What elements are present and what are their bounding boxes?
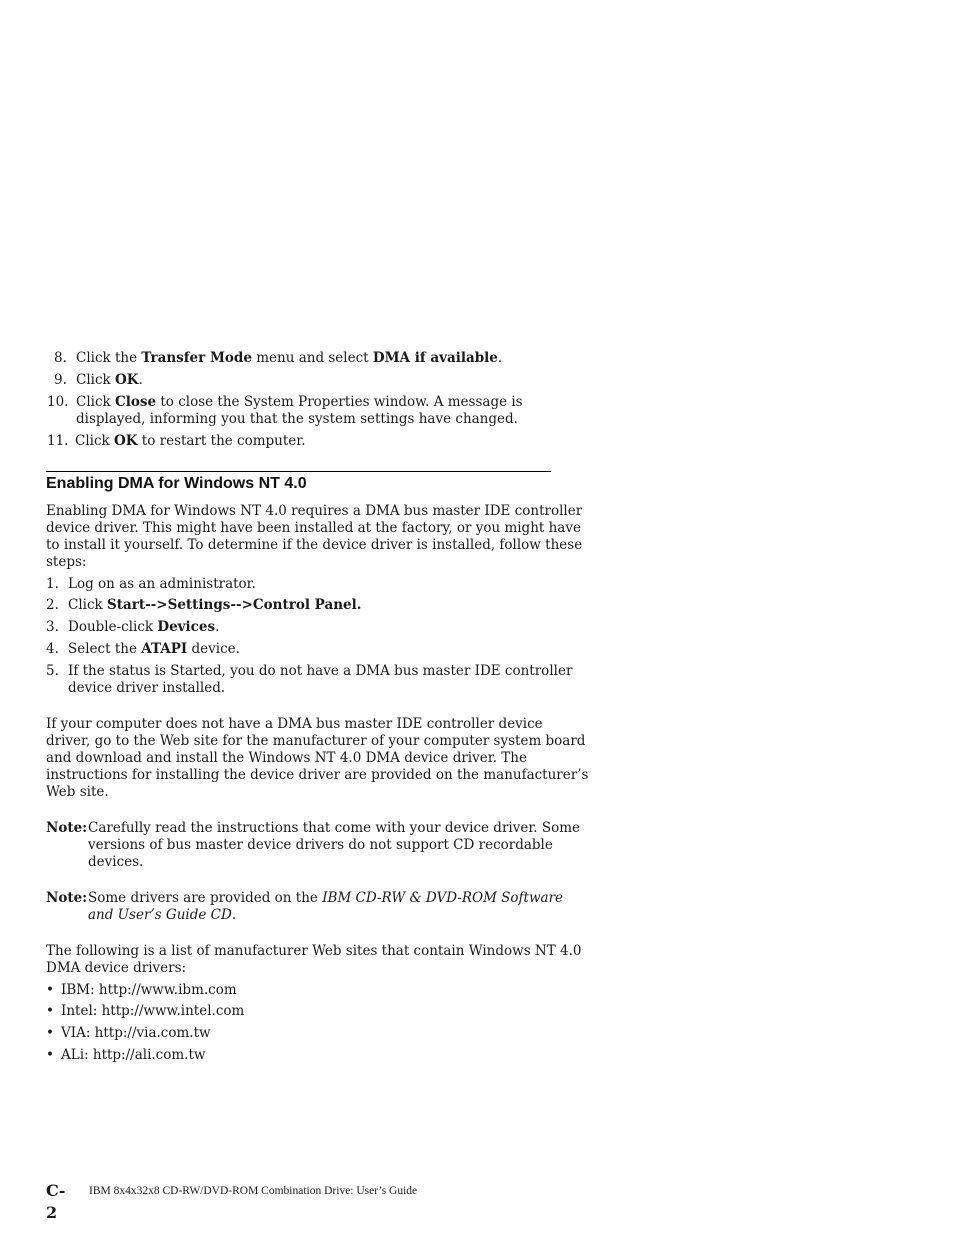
step-8-text bbox=[76, 350, 502, 367]
step-number: 9. bbox=[54, 372, 67, 388]
paragraph-line: and download and install the Windows NT 4.0 DMA device driver. The bbox=[46, 750, 527, 766]
bullet-glyph: • bbox=[46, 1025, 54, 1041]
note-text bbox=[88, 890, 564, 924]
page-number: C-2 bbox=[46, 1181, 66, 1222]
ui-term: OK bbox=[115, 372, 139, 388]
note-line: devices. bbox=[88, 854, 144, 870]
step-9 bbox=[54, 372, 67, 389]
ui-term: OK bbox=[114, 433, 138, 449]
step-10-text bbox=[76, 394, 523, 411]
ui-term: Transfer Mode bbox=[141, 350, 252, 366]
section-rule bbox=[46, 471, 551, 472]
text: Click bbox=[75, 433, 114, 449]
step-number: 2. bbox=[46, 597, 59, 613]
text: displayed, informing you that the system settings have changed. bbox=[76, 411, 518, 427]
step-9-text bbox=[76, 372, 143, 389]
step-8 bbox=[54, 350, 67, 367]
step-text: Log on as an administrator. bbox=[68, 576, 256, 592]
step-text bbox=[68, 641, 548, 658]
step-number: 1. bbox=[46, 576, 59, 592]
text: to close the System Properties window. A message is bbox=[156, 394, 523, 410]
intro-line: device driver. This might have been installed at the factory, or you might have bbox=[46, 520, 581, 536]
step-11-text bbox=[75, 433, 306, 450]
note-line: versions of bus master device drivers do not support CD recordable bbox=[88, 837, 553, 853]
bullet-glyph: • bbox=[46, 1003, 54, 1019]
step-number: 10. bbox=[47, 394, 69, 410]
text: . bbox=[215, 619, 220, 635]
step-10 bbox=[47, 394, 68, 411]
text: . bbox=[497, 350, 503, 366]
paragraph-line: driver, go to the Web site for the manufacturer of your computer system board bbox=[46, 733, 586, 749]
step-text bbox=[68, 597, 548, 614]
intro-line: Enabling DMA for Windows NT 4.0 requires a DMA bus master IDE controller bbox=[46, 503, 583, 519]
site-entry: Intel: http://www.intel.com bbox=[61, 1003, 245, 1019]
text: device. bbox=[187, 641, 240, 657]
text: menu and select bbox=[251, 350, 373, 366]
text: Some drivers are provided on the bbox=[88, 890, 323, 906]
text: Click bbox=[76, 394, 115, 410]
note-text bbox=[88, 820, 581, 871]
sites-paragraph bbox=[46, 943, 582, 977]
ui-term: Start-->Settings-->Control Panel. bbox=[107, 597, 362, 613]
ui-term: ATAPI bbox=[141, 641, 188, 657]
text: Double-click bbox=[68, 619, 158, 635]
driver-paragraph bbox=[46, 716, 589, 801]
text: Click the bbox=[76, 350, 142, 366]
note-label: Note: bbox=[46, 820, 88, 836]
step-number: 4. bbox=[46, 641, 59, 657]
note-line: Carefully read the instructions that come with your device driver. Some bbox=[88, 820, 581, 836]
book-title: IBM CD-RW & DVD-ROM Software bbox=[322, 890, 564, 906]
paragraph-line: Web site. bbox=[46, 784, 109, 800]
footer-title: IBM 8x4x32x8 CD-RW/DVD-ROM Combination Drive: User’s Guide bbox=[89, 1185, 418, 1197]
text: to restart the computer. bbox=[137, 433, 306, 449]
step-text: If the status is Started, you do not have a DMA bus master IDE controller bbox=[68, 663, 573, 679]
note-line bbox=[88, 907, 548, 924]
site-entry: IBM: http://www.ibm.com bbox=[61, 982, 237, 998]
section-heading: Enabling DMA for Windows NT 4.0 bbox=[46, 475, 307, 492]
bullet-glyph: • bbox=[46, 1047, 54, 1063]
text: Click bbox=[76, 372, 115, 388]
step-number: 3. bbox=[46, 619, 59, 635]
intro-line: to install it yourself. To determine if the device driver is installed, follow these bbox=[46, 537, 583, 553]
paragraph-line: instructions for installing the device driver are provided on the manufacturer’s bbox=[46, 767, 589, 783]
paragraph-line: If your computer does not have a DMA bus master IDE controller device bbox=[46, 716, 543, 732]
step-text: device driver installed. bbox=[68, 680, 226, 696]
text: Select the bbox=[68, 641, 142, 657]
ui-term: Close bbox=[115, 394, 157, 410]
bullet-glyph: • bbox=[46, 982, 54, 998]
step-10-text-line2 bbox=[76, 411, 518, 428]
step-number: 8. bbox=[54, 350, 67, 366]
site-entry: VIA: http://via.com.tw bbox=[61, 1025, 211, 1041]
step-text bbox=[68, 619, 548, 636]
ui-term: Devices bbox=[157, 619, 216, 635]
intro-paragraph bbox=[46, 503, 583, 571]
note-label: Note: bbox=[46, 890, 88, 906]
text: Click bbox=[68, 597, 107, 613]
step-number: 11. bbox=[47, 433, 69, 449]
ui-term: DMA if available bbox=[372, 350, 498, 366]
book-title: and User’s Guide CD bbox=[88, 907, 232, 923]
step-number: 5. bbox=[46, 663, 59, 679]
text: . bbox=[231, 907, 237, 923]
note-line bbox=[88, 890, 564, 907]
text: . bbox=[138, 372, 143, 388]
paragraph-line: DMA device drivers: bbox=[46, 960, 187, 976]
site-entry: ALi: http://ali.com.tw bbox=[61, 1047, 206, 1063]
step-11 bbox=[47, 433, 68, 450]
intro-line: steps: bbox=[46, 554, 87, 570]
paragraph-line: The following is a list of manufacturer Web sites that contain Windows NT 4.0 bbox=[46, 943, 582, 959]
